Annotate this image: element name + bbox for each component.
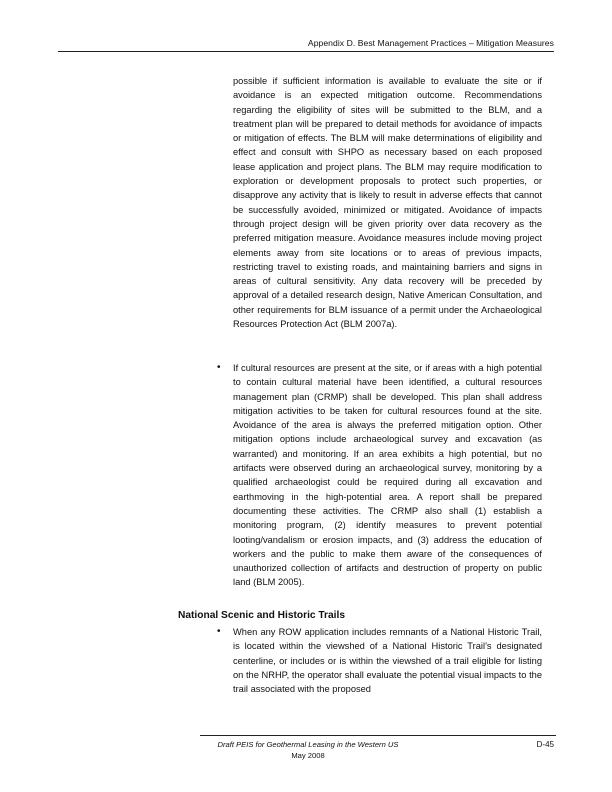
continuation-paragraph: possible if sufficient information is available to evaluate the site or if avoidance is an expected mitigation outcome. Recommendations regarding the eligibility of sites will be submitted to the BLM, and a treatment plan will be prepared to detail methods for avoidance of impacts or mitigation of effects. The BLM will make determinations of eligibility and effect and consult with SHPO as necessary based on each proposed lease application and project plans. The BLM may require modification to exploration or development proposals to protect such properties, or disapprove any activity that is likely to result in adverse effects that cannot be successfully avoided, minimized or mitigated. Avoidance of impacts through project design will be given priority over data recovery as the preferred mitigation measure. Avoidance measures include moving project elements away from site locations or to areas of previous impacts, restricting travel to existing roads, and maintaining barriers and signs in areas of cultural sensitivity. Any data recovery will be preceded by approval of a detailed research design, Native American Consultation, and other requirements for BLM issuance of a permit under the Archaeological Resources Protection Act (BLM 2007a). — [233, 76, 542, 330]
footer-date: May 2008 — [291, 751, 325, 760]
bullet-marker: • — [217, 362, 221, 373]
header-divider — [58, 51, 554, 52]
bullet-paragraph-crmp: If cultural resources are present at the site, or if areas with a high potential to contain cultural material have been identified, a cultural resources management plan (CRMP) shall be developed. This plan shall address mitigation activities to be taken for cultural resources found at the site. Avoidance of the area is always the preferred mitigation option. Other mitigation options include archaeological survey and excavation (as warranted) and monitoring. If an area exhibits a high potential, but no artifacts were observed during an archaeological survey, monitoring by a qualified archaeologist could be required during all excavation and earthmoving in the high-potential area. A report shall be prepared documenting these activities. The CRMP also shall (1) establish a monitoring program, (2) identify measures to prevent potential looting/vandalism or erosion impacts, and (3) address the education of workers and the public to make them aware of the consequences of unauthorized collection of artifacts and destruction of property on public land (BLM 2005). — [233, 363, 542, 588]
footer-divider — [200, 735, 556, 736]
running-header: Appendix D. Best Management Practices – Mitigation Measures — [307, 38, 554, 48]
page-number: D-45 — [536, 740, 554, 749]
footer-document-title: Draft PEIS for Geothermal Leasing in the Western US — [217, 740, 399, 749]
section-heading-trails: National Scenic and Historic Trails — [178, 610, 346, 621]
bullet-paragraph-trails: When any ROW application includes remnants of a National Historic Trail, is located within the viewshed of a National Historic Trail’s designated centerline, or includes or is within the viewshed of a trail eligible for listing on the NRHP, the operator shall evaluate the potential visual impacts to the trail associated with the proposed — [233, 627, 542, 695]
bullet-marker: • — [217, 626, 221, 637]
